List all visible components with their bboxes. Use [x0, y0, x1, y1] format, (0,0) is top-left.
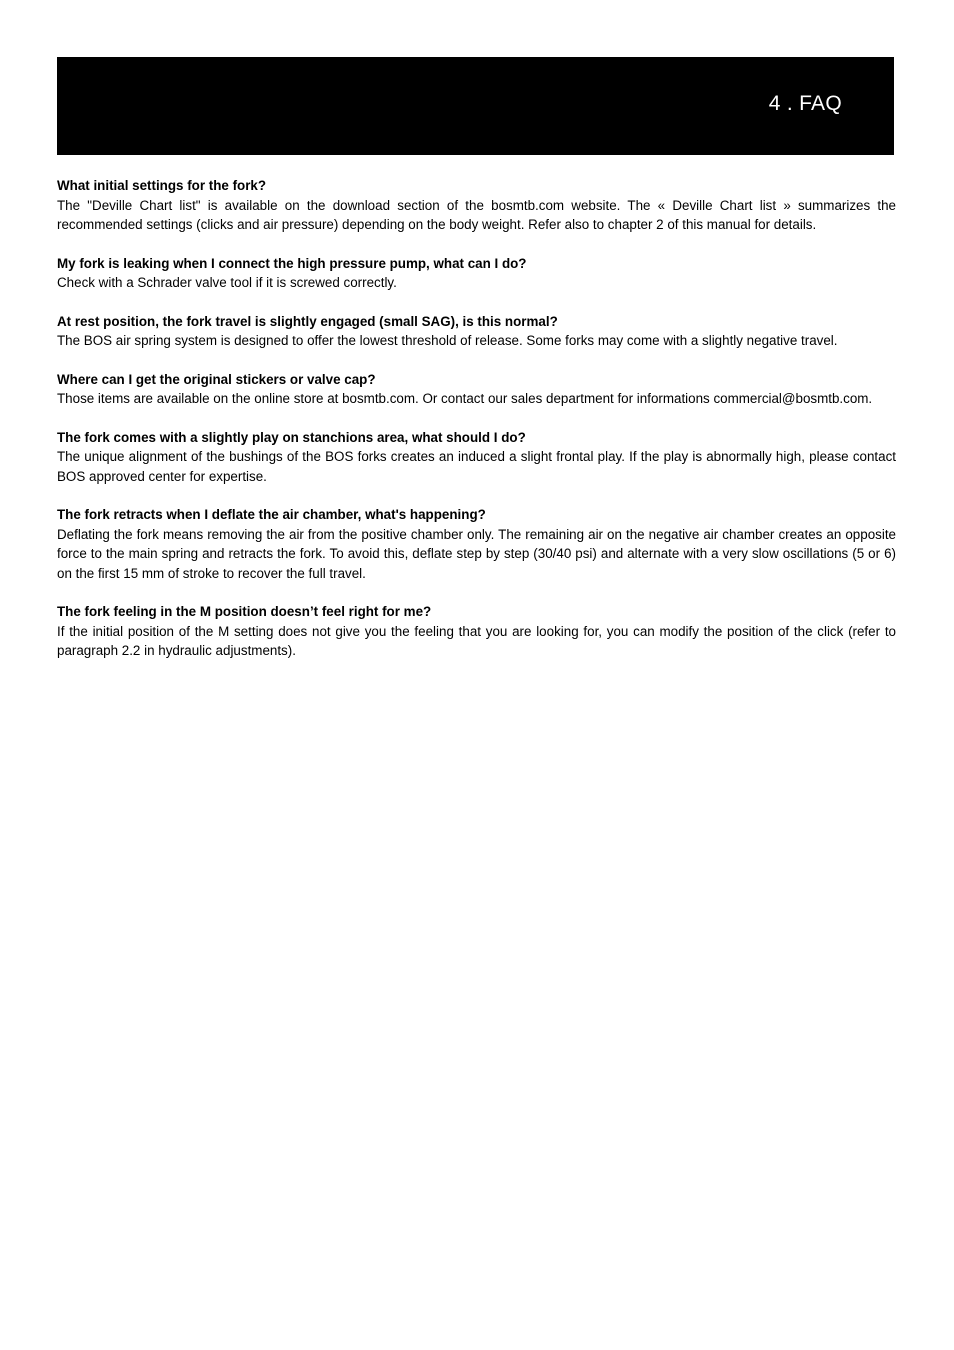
- faq-item-m-position: [57, 602, 896, 661]
- faq-answer: Those items are available on the online store at bosmtb.com. Or contact our sales department for informations commercial@bosmtb.com.: [57, 391, 873, 406]
- faq-question: What initial settings for the fork?: [57, 178, 267, 193]
- faq-question: At rest position, the fork travel is slightly engaged (small SAG), is this normal?: [57, 313, 558, 329]
- faq-question: The fork retracts when I deflate the air chamber, what's happening?: [57, 507, 486, 522]
- section-title: 4 . FAQ: [768, 92, 842, 115]
- faq-answer: Check with a Schrader valve tool if it is screwed correctly.: [57, 275, 397, 290]
- faq-question: The fork comes with a slightly play on stanchions area, what should I do?: [57, 429, 526, 445]
- faq-answer: The "Deville Chart list" is available on the download section of the bosmtb.com website. The « Deville Chart list » summarizes the recommended settings (clicks and air pressure) depending on the body weight. Refer also to chapter 2 of this manual for details.: [57, 197, 896, 232]
- faq-answer: If the initial position of the M setting does not give you the feeling that you are looking for, you can modify the position of the click (refer to paragraph 2.2 in hydraulic adjustments).: [57, 623, 896, 658]
- faq-item-retracts: [57, 505, 896, 583]
- faq-answer: Deflating the fork means removing the air from the positive chamber only. The remaining air on the negative air chamber creates an opposite force to the main spring and retracts the fork. To avoid this, deflate step by step (30/40 psi) and alternate with a very slow oscillations (5 or 6) on the first 15 mm of stroke to recover the full travel.: [57, 526, 896, 581]
- faq-answer: The unique alignment of the bushings of the BOS forks creates an induced a slight frontal play. If the play is abnormally high, please contact BOS approved center for expertise.: [57, 449, 896, 484]
- faq-question: Where can I get the original stickers or valve cap?: [57, 371, 376, 387]
- faq-item-play: [57, 428, 896, 487]
- faq-item-initial-settings: [57, 176, 896, 235]
- faq-item-leaking: [57, 254, 896, 293]
- faq-item-sag: [57, 312, 896, 351]
- faq-question: The fork feeling in the M position doesn’t feel right for me?: [57, 604, 432, 619]
- faq-list: [57, 176, 896, 680]
- section-header-bar: [57, 57, 894, 155]
- faq-answer: The BOS air spring system is designed to offer the lowest threshold of release. Some forks may come with a slightly negative travel.: [57, 333, 838, 348]
- faq-question: My fork is leaking when I connect the high pressure pump, what can I do?: [57, 255, 527, 271]
- faq-item-stickers: [57, 370, 896, 409]
